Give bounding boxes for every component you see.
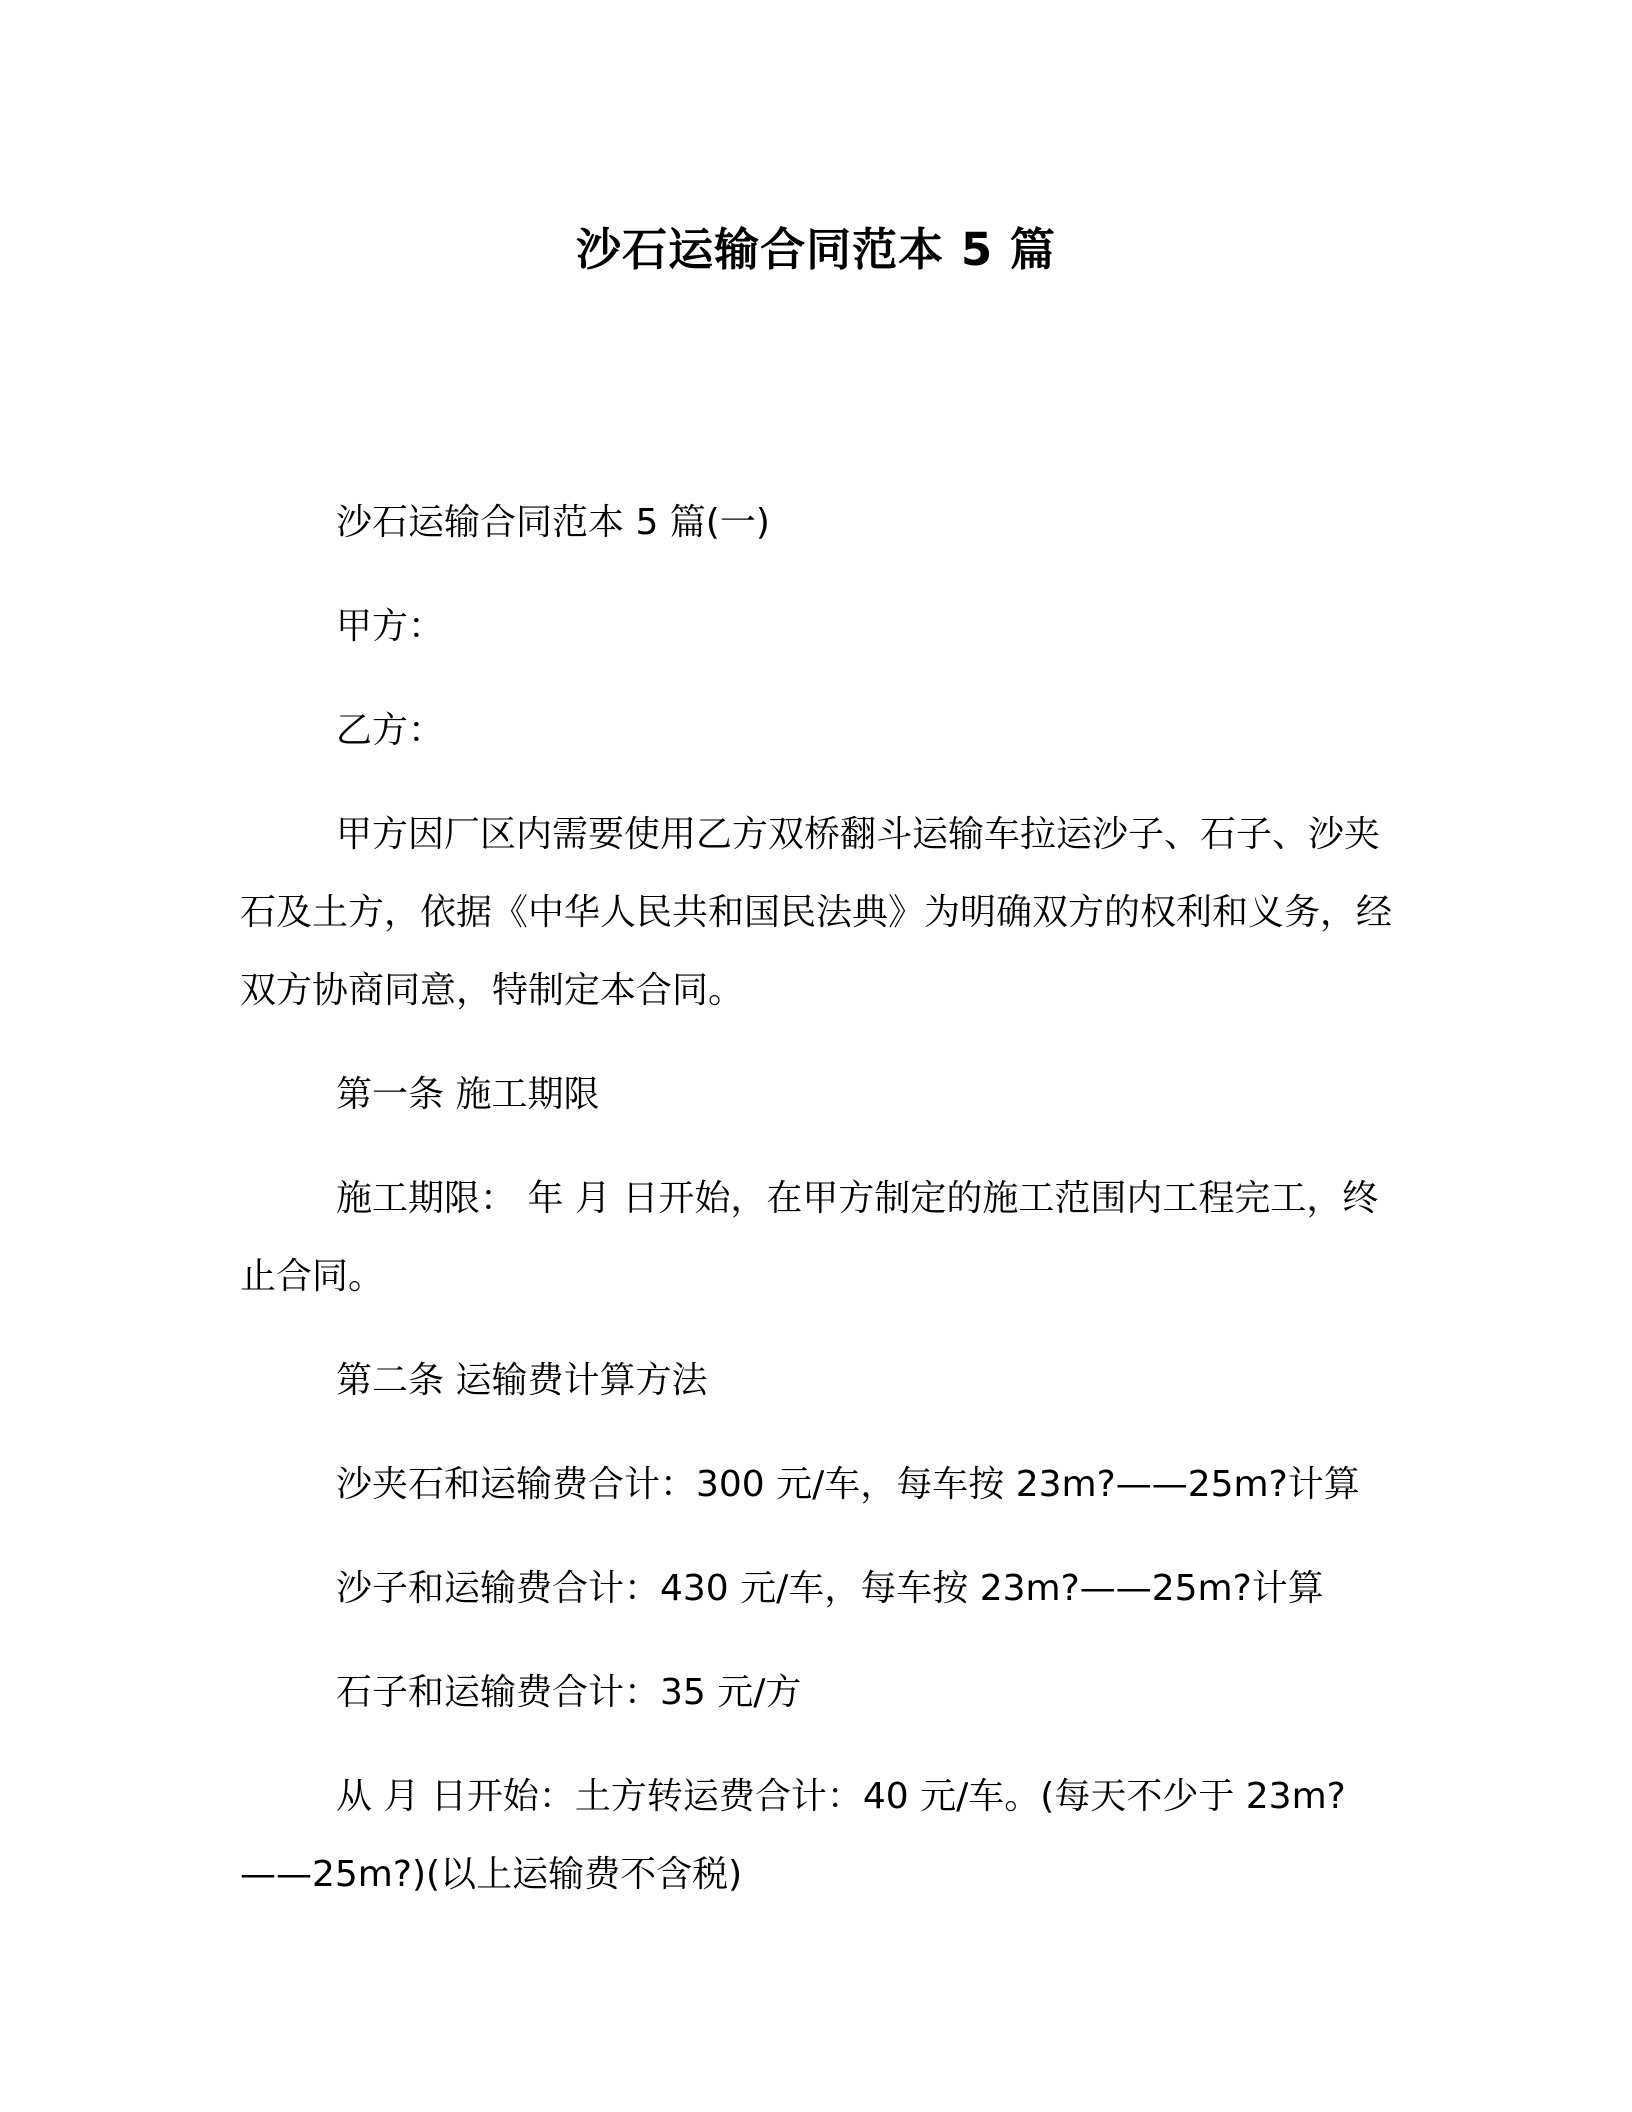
section-heading: 沙石运输合同范本 5 篇(一) [336, 502, 770, 543]
document-title: 沙石运输合同范本 5 篇 [576, 223, 1056, 276]
party-a-label: 甲方： [336, 606, 445, 647]
intro-paragraph: 甲方因厂区内需要使用乙方双桥翻斗运输车拉运沙子、石子、沙夹石及土方，依据《中华人民共和国民法典》为明确双方的权利和义务，经双方协商同意，特制定本合同。 [240, 814, 1393, 1011]
sand-fee-line: 沙子和运输费合计：430 元/车，每车按 23m?——25m?计算 [336, 1568, 1324, 1609]
document-body [240, 484, 1400, 1940]
stone-fee-line: 石子和运输费合计：35 元/方 [336, 1672, 802, 1713]
sand-gravel-fee-line: 沙夹石和运输费合计：300 元/车，每车按 23m?——25m?计算 [336, 1464, 1360, 1505]
article-one-heading: 第一条 施工期限 [336, 1074, 600, 1115]
party-b-label: 乙方： [336, 710, 445, 751]
article-two-heading: 第二条 运输费计算方法 [336, 1360, 708, 1401]
construction-period-paragraph: 施工期限： 年 月 日开始，在甲方制定的施工范围内工程完工，终止合同。 [240, 1178, 1379, 1297]
earthwork-fee-paragraph: 从 月 日开始：土方转运费合计：40 元/车。(每天不少于 23m?——25m?)(以上运输费不含税) [240, 1776, 1346, 1895]
